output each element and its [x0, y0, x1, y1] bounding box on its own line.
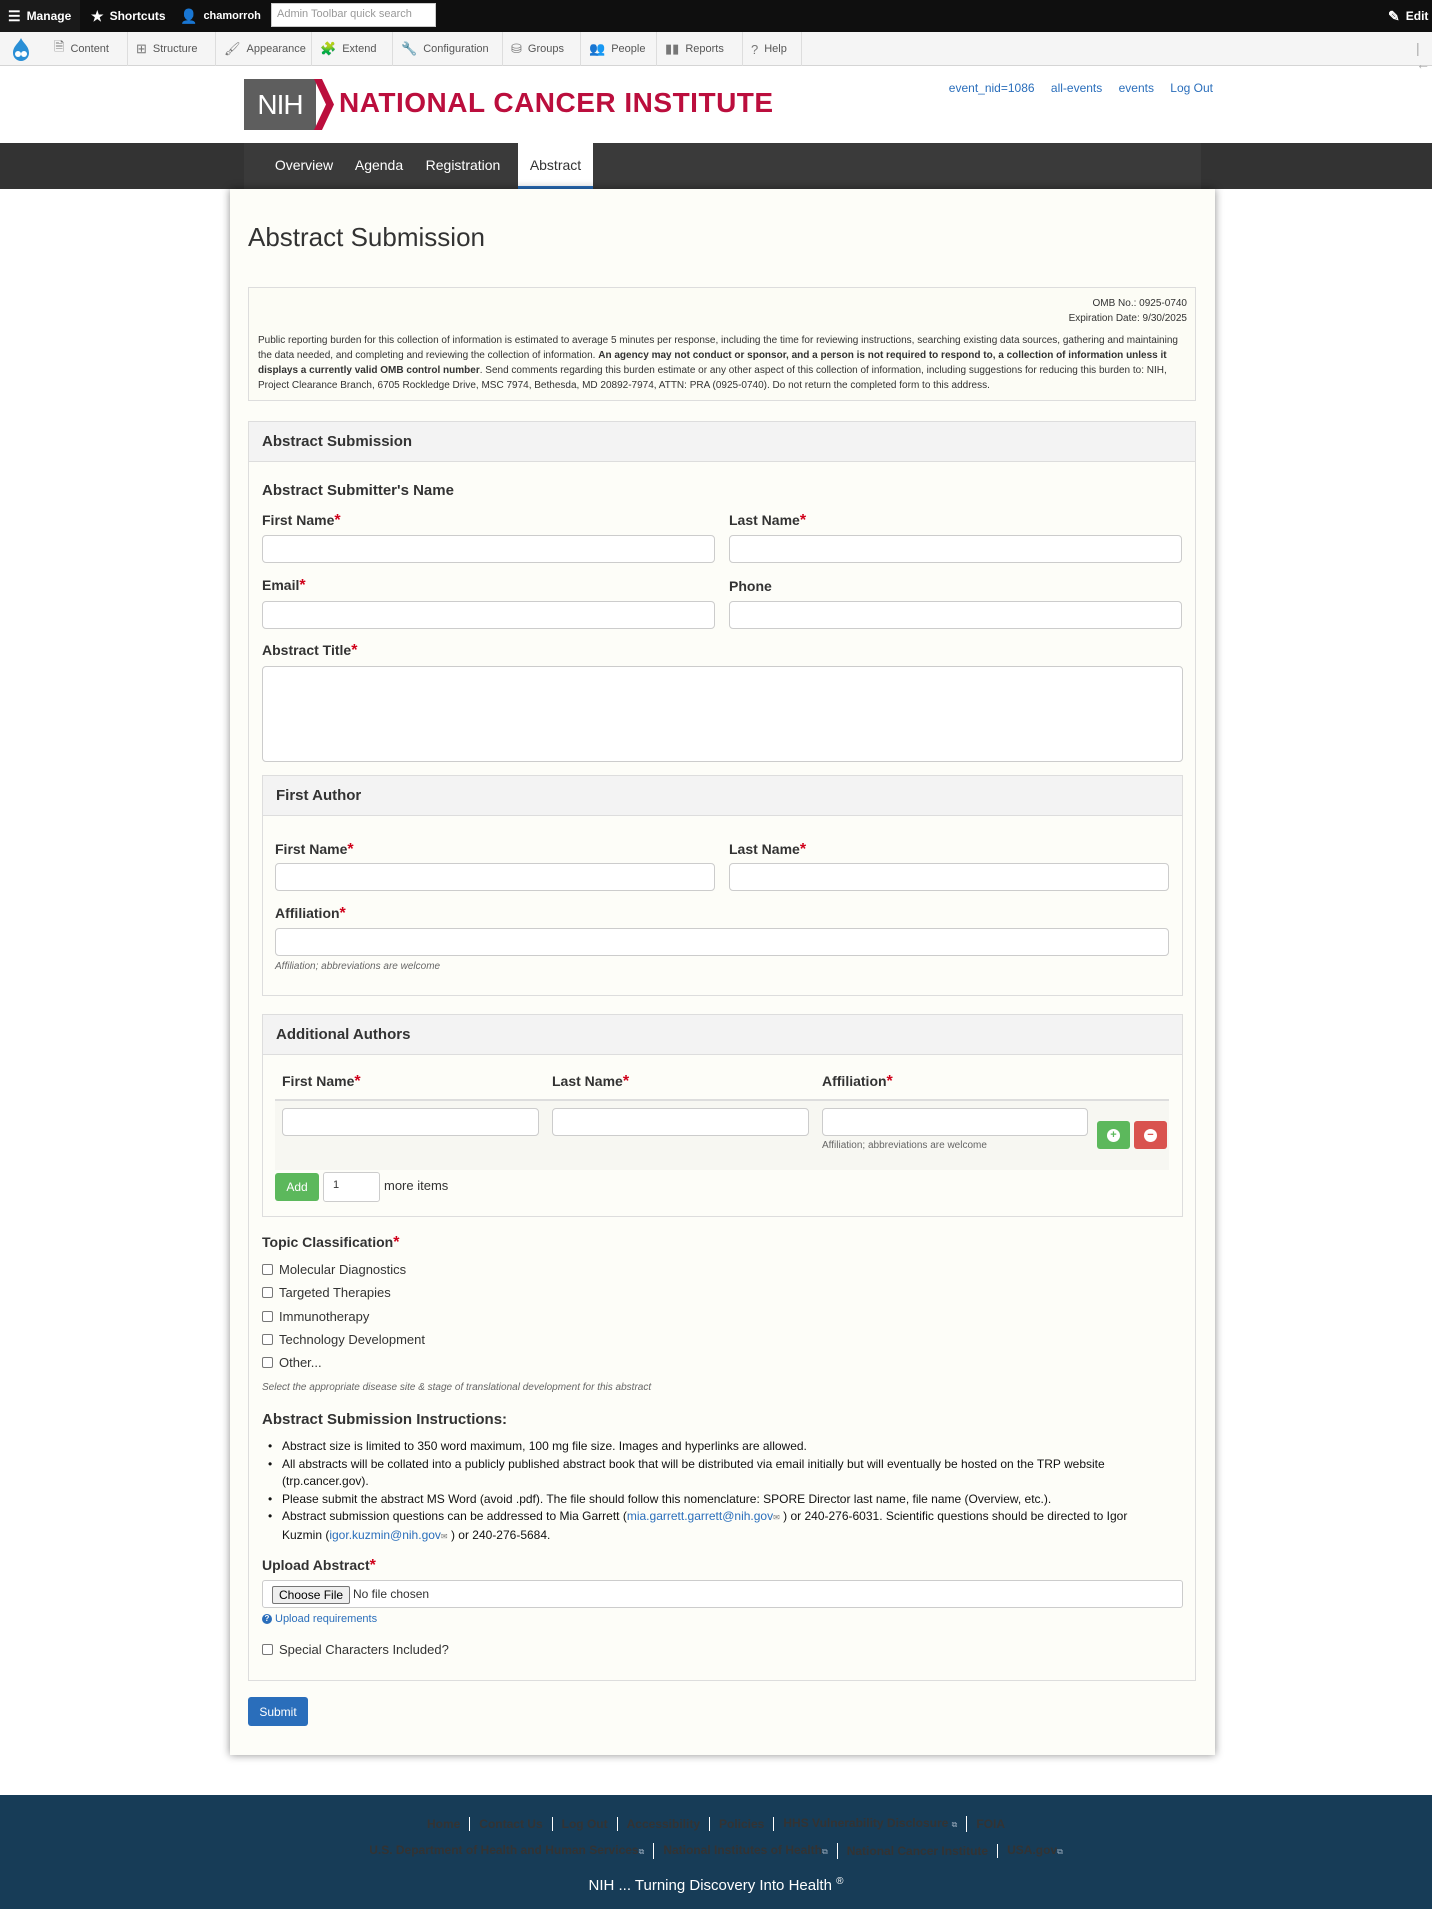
tray-item-label: Reports	[685, 43, 724, 55]
email-label	[262, 577, 306, 595]
nav-item-overview[interactable]: Overview	[274, 157, 334, 173]
omb-meta	[1069, 296, 1187, 326]
item-text: ) or 240-276-5684.	[447, 1527, 551, 1542]
omb-notice	[248, 287, 1196, 401]
footer-link-hhs-vdp[interactable]	[774, 1816, 967, 1832]
phone-input[interactable]	[729, 601, 1182, 629]
help-icon: ?	[751, 41, 759, 57]
option-label: Technology Development	[279, 1332, 425, 1347]
footer-link-accessibility[interactable]: Accessibility	[618, 1817, 710, 1831]
label-text: Email	[262, 577, 300, 593]
tray-item-label: Configuration	[423, 43, 489, 55]
option-label: Molecular Diagnostics	[279, 1262, 407, 1277]
tray-orientation-icon[interactable]: |←	[1416, 40, 1430, 72]
topic-help-text: Select the appropriate disease site & stage of translational development for this abstract	[262, 1382, 652, 1393]
instructions-list	[263, 1438, 1168, 1545]
topic-option-other[interactable]	[262, 1355, 322, 1370]
submitter-last-name-label	[729, 512, 806, 530]
footer-link-logout[interactable]: Log Out	[553, 1817, 618, 1831]
required-marker: *	[334, 512, 341, 529]
drupal-logo-icon[interactable]	[6, 37, 36, 63]
list-item: • Please submit the abstract MS Word (avoid .pdf). The file should follow this nomenclature: SPORE Director last name, file name (Overview, etc.).	[263, 1491, 1168, 1509]
label-text: Topic Classification	[262, 1234, 394, 1250]
checkbox[interactable]	[262, 1311, 273, 1322]
nav-item-abstract[interactable]: Abstract	[518, 143, 593, 189]
omb-text-bold: An agency may not conduct or sponsor, and a person is not required to respond to, a collection of information unless it displays a currently valid OMB control number	[258, 350, 1167, 376]
tray-item-help[interactable]	[743, 32, 802, 66]
label-text: Upload Abstract	[262, 1557, 370, 1573]
link-text: National Institutes of Health	[663, 1843, 822, 1857]
main-nav	[0, 143, 1432, 189]
minus-circle-icon: −	[1144, 1129, 1157, 1142]
tray-item-configuration[interactable]	[393, 32, 503, 66]
first-author-first-name-label	[275, 841, 354, 859]
required-marker: *	[347, 841, 354, 858]
first-author-legend: First Author	[263, 776, 1182, 816]
tray-item-content[interactable]	[46, 32, 128, 66]
event-nid-link[interactable]: event_nid=1086	[948, 81, 1035, 95]
special-characters-option[interactable]	[262, 1642, 449, 1657]
label-text: First Name	[262, 512, 335, 528]
required-marker: *	[351, 642, 358, 659]
add-items-count-input[interactable]: 1	[323, 1172, 380, 1202]
required-marker: *	[886, 1073, 893, 1090]
add-row-button[interactable]	[1097, 1121, 1130, 1149]
nci-logo[interactable]	[244, 79, 794, 131]
tray-item-structure[interactable]	[128, 32, 216, 66]
link-text: USA.gov	[1007, 1843, 1058, 1857]
upload-abstract-field	[262, 1580, 1183, 1608]
edit-button[interactable]	[1380, 0, 1432, 32]
required-marker: *	[393, 1234, 400, 1251]
nav-bg-left	[0, 143, 244, 189]
col-first-name-header	[282, 1073, 361, 1091]
file-icon: 🗎	[54, 39, 65, 54]
phone-label: Phone	[729, 578, 772, 594]
label-text: Abstract Title	[262, 642, 352, 658]
mail-icon: ✉	[440, 1531, 448, 1541]
manage-label: Manage	[26, 9, 72, 23]
plus-circle-icon: +	[1107, 1129, 1120, 1142]
submit-button[interactable]: Submit	[248, 1697, 308, 1726]
tray-item-people[interactable]	[581, 32, 657, 66]
label-text: First Name	[282, 1073, 355, 1089]
label-text: Affiliation	[822, 1073, 887, 1089]
tray-item-label: Help	[764, 43, 787, 55]
label-text: Last Name	[729, 841, 800, 857]
footer-link-foia[interactable]: FOIA	[976, 1817, 1006, 1831]
events-link[interactable]: events	[1118, 81, 1154, 95]
instructions-heading: Abstract Submission Instructions:	[262, 1411, 508, 1428]
required-marker: *	[339, 905, 346, 922]
logo-chevron-icon	[314, 79, 334, 130]
sitemap-icon: ⊞	[136, 41, 147, 56]
user-icon: 👤	[180, 7, 198, 24]
omb-number: OMB No.: 0925-0740	[1092, 298, 1187, 309]
mia-email-link[interactable]: mia.garrett.garrett@nih.gov	[626, 1509, 774, 1523]
tray-item-label: Groups	[527, 43, 564, 55]
logout-link[interactable]: Log Out	[1170, 81, 1213, 95]
nav-item-registration[interactable]: Registration	[425, 157, 501, 173]
tagline-text: NIH ... Turning Discovery Into Health	[588, 1877, 832, 1894]
first-author-affiliation-input[interactable]	[275, 928, 1169, 956]
additional-author-last-name-input[interactable]	[552, 1108, 809, 1136]
footer-link-policies[interactable]: Policies	[710, 1817, 774, 1831]
first-author-affiliation-help: Affiliation; abbreviations are welcome	[275, 961, 441, 972]
upload-requirements-link[interactable]	[262, 1613, 377, 1625]
nav-bg-right	[1201, 143, 1432, 189]
external-link-icon: ⧉	[638, 1847, 645, 1856]
topic-classification-label	[262, 1234, 399, 1252]
footer-links-row-2	[0, 1843, 1432, 1859]
footer-link-nih[interactable]	[654, 1843, 837, 1859]
required-marker: *	[354, 1073, 361, 1090]
tray-item-label: People	[611, 43, 646, 55]
upload-abstract-label	[262, 1557, 376, 1575]
submitter-heading: Abstract Submitter's Name	[262, 482, 454, 499]
footer-link-usagov[interactable]	[998, 1843, 1072, 1859]
topic-option-technology-development[interactable]	[262, 1332, 425, 1347]
first-author-affiliation-label	[275, 905, 346, 923]
option-label: Other...	[279, 1355, 322, 1370]
checkbox[interactable]	[262, 1644, 273, 1655]
col-affiliation-header	[822, 1073, 893, 1091]
nav-inner	[244, 143, 1201, 189]
first-author-last-name-label	[729, 841, 806, 859]
footer-links-row-1	[0, 1816, 1432, 1832]
first-author-last-name-input[interactable]	[729, 863, 1169, 891]
groups-icon: ⛁	[511, 41, 522, 56]
omb-burden-text	[258, 333, 1188, 393]
omb-text-pre: Public reporting burden for this collection of information is estimated to average 5 minutes per response, including the time for reviewing instructions, searching existing data sources, gathering and maintaining the data needed, and completing and reviewing the collection of information.	[258, 335, 1178, 361]
tray-item-extend[interactable]	[312, 32, 393, 66]
footer-tagline	[0, 1876, 1432, 1894]
footer-link-home[interactable]: Home	[418, 1817, 470, 1831]
list-item	[263, 1508, 1168, 1545]
tray-item-appearance[interactable]	[216, 32, 312, 66]
email-input[interactable]	[262, 601, 715, 629]
footer-link-nci[interactable]: National Cancer Institute	[838, 1844, 998, 1858]
upload-requirements-label: Upload requirements	[275, 1613, 378, 1625]
abstract-title-textarea[interactable]	[262, 666, 1183, 762]
label-text: Last Name	[552, 1073, 623, 1089]
tray-item-label: Extend	[342, 43, 377, 55]
external-link-icon: ⧉	[822, 1847, 828, 1856]
fieldset-legend: Abstract Submission	[249, 422, 1195, 462]
edit-label: Edit	[1405, 9, 1429, 23]
header-links	[936, 81, 1213, 95]
submitter-last-name-input[interactable]	[729, 535, 1182, 563]
first-author-first-name-input[interactable]	[275, 863, 715, 891]
additional-author-affiliation-help: Affiliation; abbreviations are welcome	[822, 1140, 987, 1151]
tray-item-groups[interactable]	[503, 32, 581, 66]
checkbox[interactable]	[262, 1334, 273, 1345]
item-text: Abstract submission questions can be addressed to Mia Garrett (	[282, 1509, 627, 1523]
option-label: Targeted Therapies	[279, 1285, 391, 1300]
user-label: chamorroh	[203, 10, 261, 22]
brush-icon: 🖌	[224, 41, 241, 56]
required-marker: *	[299, 577, 306, 594]
external-link-icon: ⧉	[951, 1820, 958, 1829]
admin-toolbar	[0, 0, 1432, 32]
add-items-button[interactable]: Add	[275, 1173, 319, 1201]
remove-row-button[interactable]	[1134, 1121, 1167, 1149]
topic-option-immunotherapy[interactable]	[262, 1309, 369, 1324]
registered-mark: ®	[836, 1876, 844, 1887]
topic-option-targeted-therapies[interactable]	[262, 1285, 391, 1300]
nci-logo-text: NATIONAL CANCER INSTITUTE	[339, 87, 774, 118]
link-text: U.S. Department of Health and Human Services	[369, 1843, 639, 1857]
tray-item-label: Structure	[152, 43, 198, 55]
mail-icon: ✉	[773, 1513, 780, 1522]
checkbox[interactable]	[262, 1287, 273, 1298]
manage-button[interactable]	[0, 0, 80, 32]
required-marker: *	[799, 841, 807, 858]
file-status-text: No file chosen	[353, 1587, 430, 1601]
footer-link-contact[interactable]: Contact Us	[470, 1817, 552, 1831]
nih-logo-box: NIH	[244, 79, 316, 130]
submitter-first-name-label	[262, 512, 341, 530]
admin-search-input[interactable]: Admin Toolbar quick search	[271, 3, 436, 27]
choose-file-button[interactable]: Choose File	[272, 1586, 350, 1604]
puzzle-icon: 🧩	[320, 41, 337, 56]
star-icon: ★	[91, 7, 104, 24]
topic-option-molecular-diagnostics[interactable]	[262, 1262, 406, 1277]
submitter-first-name-input[interactable]	[262, 535, 715, 563]
footer-link-hhs[interactable]	[360, 1843, 654, 1859]
all-events-link[interactable]: all-events	[1050, 81, 1103, 95]
label-text: Last Name	[729, 512, 800, 528]
label-text: Affiliation	[275, 905, 340, 921]
required-marker: *	[622, 1073, 630, 1090]
question-circle-icon: ?	[262, 1614, 272, 1624]
external-link-icon: ⧉	[1057, 1847, 1063, 1856]
required-marker: *	[369, 1557, 376, 1574]
people-icon: 👥	[589, 41, 606, 56]
additional-authors-legend: Additional Authors	[263, 1015, 1182, 1055]
required-marker: *	[799, 512, 807, 529]
more-items-label: more items	[384, 1178, 449, 1193]
nav-item-agenda[interactable]: Agenda	[354, 157, 404, 173]
link-text: HHS Vulnerability Disclosure	[783, 1816, 949, 1830]
checkbox[interactable]	[262, 1357, 273, 1368]
page-title: Abstract Submission	[248, 222, 485, 252]
shortcuts-button[interactable]	[83, 0, 170, 32]
tray-item-reports[interactable]	[657, 32, 743, 66]
user-menu-button[interactable]	[174, 0, 266, 32]
additional-author-affiliation-input[interactable]	[822, 1108, 1088, 1136]
hamburger-icon: ☰	[8, 7, 21, 24]
tray-item-label: Appearance	[246, 43, 306, 55]
abstract-title-label	[262, 642, 357, 660]
list-item: • Abstract size is limited to 350 word maximum, 100 mg file size. Images and hyperlinks are allowed.	[263, 1438, 1168, 1456]
additional-author-first-name-input[interactable]	[282, 1108, 539, 1136]
bar-chart-icon: ▮▮	[665, 41, 680, 56]
admin-tray	[0, 32, 1432, 72]
list-item: • All abstracts will be collated into a publicly published abstract book that will be distributed via email initially but will eventually be hosted on the TRP website (trp.cancer.gov).	[263, 1456, 1168, 1491]
checkbox[interactable]	[262, 1264, 273, 1275]
option-label: Special Characters Included?	[279, 1642, 449, 1657]
omb-text-post: . Send comments regarding this burden estimate or any other aspect of this collection of information, including suggestions for reducing this burden to: NIH, Project Clearance Branch, 6705 Rockledge Drive, MSC 7974, Bethesda, MD 20892-7974, ATTN: PRA (0925-0740). Do not return the completed form to this address.	[258, 365, 1167, 391]
omb-expiration: Expiration Date: 9/30/2025	[1068, 313, 1187, 324]
tray-item-label: Content	[70, 43, 109, 55]
shortcuts-label: Shortcuts	[109, 9, 166, 23]
wrench-icon: 🔧	[401, 41, 418, 56]
pencil-icon: ✎	[1388, 7, 1400, 24]
option-label: Immunotherapy	[279, 1309, 370, 1324]
label-text: First Name	[275, 841, 348, 857]
igor-email-link[interactable]: igor.kuzmin@nih.gov	[329, 1527, 441, 1542]
item-text: ) or 240-276-6031. Scientific questions should be directed to Igor Kuzmin (	[282, 1509, 1128, 1542]
col-last-name-header	[552, 1073, 629, 1091]
